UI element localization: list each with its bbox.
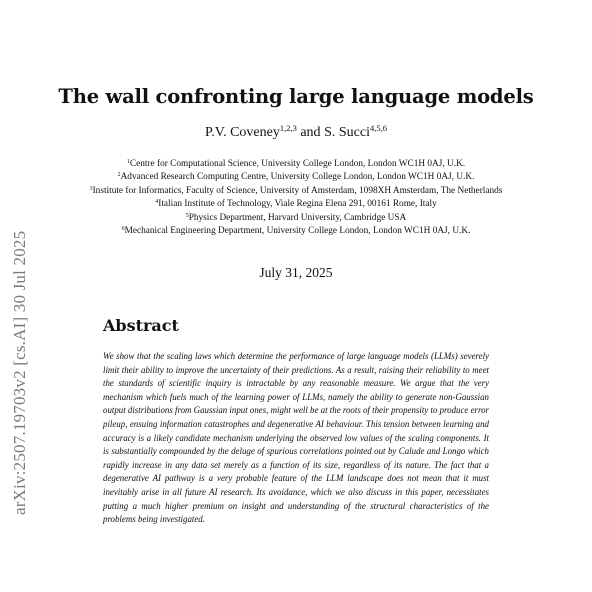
affiliation-text: Mechanical Engineering Department, University College London, London WC1H 0AJ, U.K. <box>124 226 471 237</box>
affiliation-text: Advanced Research Computing Centre, University College London, London WC1H 0AJ, U.K. <box>120 172 475 183</box>
affiliation-list <box>80 157 512 237</box>
abstract-heading: Abstract <box>103 316 179 335</box>
affiliation-item <box>80 184 512 197</box>
publication-date: July 31, 2025 <box>259 265 333 280</box>
affiliation-mark: 4 <box>155 199 159 206</box>
affiliation-item <box>80 211 512 224</box>
author-name: P.V. Coveney <box>205 125 280 140</box>
affiliation-item <box>80 170 512 183</box>
author-separator: and <box>296 125 325 140</box>
author-affiliation-marks: 1,2,3 <box>279 123 297 133</box>
affiliation-item <box>80 157 512 170</box>
affiliation-text: Italian Institute of Technology, Viale Regina Elena 291, 00161 Rome, Italy <box>158 199 437 210</box>
affiliation-text: Centre for Computational Science, University College London, London WC1H 0AJ, U.K. <box>129 159 466 169</box>
affiliation-text: Institute for Informatics, Faculty of Science, University of Amsterdam, 1098XH Amsterdam, The Netherlands <box>92 185 503 196</box>
affiliation-mark: 6 <box>121 226 125 233</box>
affiliation-mark: 5 <box>185 212 189 219</box>
author-line <box>0 123 592 141</box>
affiliation-mark: 2 <box>117 172 121 179</box>
arxiv-identifier: arXiv:2507.19703v2 [cs.AI] 30 Jul 2025 <box>10 230 29 515</box>
paper-title: The wall confronting large language models <box>58 85 534 108</box>
author-affiliation-marks: 4,5,6 <box>369 123 387 133</box>
author-name: S. Succi <box>324 125 370 140</box>
affiliation-item <box>80 224 512 237</box>
abstract-body: We show that the scaling laws which determine the performance of large language models (LLMs) severely limit their ability to improve the uncertainty of their predictions. As a result, raising their reliability to meet the standards of scientific inquiry is intractable by any reasonable measure. We argue that the very mechanism which fuels much of the learning power of LLMs, namely the ability to generate non-Gaussian output distributions from Gaussian input ones, might well be at the roots of their propensity to produce error pileup, ensuing information catastrophes and degenerative AI behaviour. This tension between learning and accuracy is a likely candidate mechanism underlying the observed low values of the scaling components. It is substantially compounded by the deluge of spurious correlations pointed out by Calude and Longo which rapidly increase in any data set merely as a function of its size, regardless of its nature. The fact that a degenerative AI pathway is a very probable feature of the LLM landscape does not mean that it must inevitably arise in all future AI research. Its avoidance, which we also discuss in this paper, necessitates putting a much higher premium on insight and understanding of the structural characteristics of the problems being investigated. <box>103 351 489 525</box>
affiliation-text: Physics Department, Harvard University, Cambridge USA <box>188 212 407 223</box>
affiliation-item <box>80 197 512 210</box>
affiliation-mark: 3 <box>89 185 93 192</box>
affiliation-mark: 1 <box>126 159 130 165</box>
